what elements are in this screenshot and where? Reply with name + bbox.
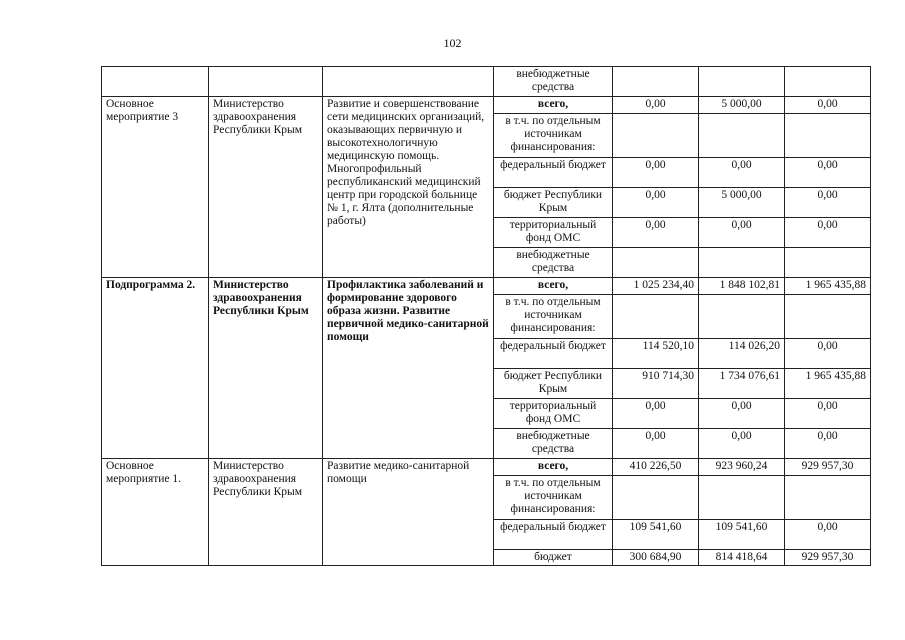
year2-cell — [699, 476, 785, 520]
source-cell: федеральный бюджет — [494, 339, 613, 369]
year2-cell — [699, 67, 785, 97]
year2-cell: 0,00 — [699, 218, 785, 248]
year1-cell — [613, 114, 699, 158]
year1-cell: 410 226,50 — [613, 459, 699, 476]
year1-cell: 0,00 — [613, 218, 699, 248]
year2-cell — [699, 295, 785, 339]
executor-name: Министерство здравоохранения Республики Крым — [209, 97, 323, 278]
source-cell: всего, — [494, 97, 613, 114]
year2-cell: 814 418,64 — [699, 550, 785, 566]
year2-cell: 0,00 — [699, 429, 785, 459]
source-cell: территориальный фонд ОМС — [494, 399, 613, 429]
table-row — [102, 459, 871, 476]
source-cell: федеральный бюджет — [494, 520, 613, 550]
source-cell: бюджет — [494, 550, 613, 566]
source-cell: внебюджетные средства — [494, 67, 613, 97]
activity-name: Основное мероприятие 3 — [102, 97, 209, 278]
year3-cell: 1 965 435,88 — [785, 278, 871, 295]
year3-cell: 0,00 — [785, 188, 871, 218]
year1-cell: 0,00 — [613, 188, 699, 218]
year3-cell — [785, 114, 871, 158]
year3-cell: 1 965 435,88 — [785, 369, 871, 399]
year1-cell: 109 541,60 — [613, 520, 699, 550]
year2-cell: 1 848 102,81 — [699, 278, 785, 295]
activity-name: Основное мероприятие 1. — [102, 459, 209, 566]
year1-cell: 300 684,90 — [613, 550, 699, 566]
year1-cell — [613, 67, 699, 97]
subprogram-name: Подпрограмма 2. — [102, 278, 209, 459]
source-cell: внебюджетные средства — [494, 429, 613, 459]
source-cell: бюджет Республики Крым — [494, 188, 613, 218]
year2-cell: 0,00 — [699, 158, 785, 188]
executor-cell — [209, 67, 323, 97]
year1-cell — [613, 248, 699, 278]
activity-description: Развитие медико-санитарной помощи — [323, 459, 494, 566]
year1-cell: 0,00 — [613, 158, 699, 188]
year3-cell: 0,00 — [785, 97, 871, 114]
year3-cell — [785, 476, 871, 520]
year1-cell: 0,00 — [613, 429, 699, 459]
year3-cell: 0,00 — [785, 399, 871, 429]
year2-cell: 0,00 — [699, 399, 785, 429]
year2-cell: 5 000,00 — [699, 188, 785, 218]
executor-name: Министерство здравоохранения Республики Крым — [209, 459, 323, 566]
year2-cell — [699, 248, 785, 278]
subprogram-description: Профилактика заболеваний и формирование здорового образа жизни. Развитие первичной медико-санитарной помощи — [323, 278, 494, 459]
year2-cell — [699, 114, 785, 158]
year1-cell — [613, 295, 699, 339]
source-cell: в т.ч. по отдельным источникам финансирования: — [494, 114, 613, 158]
source-cell: всего, — [494, 278, 613, 295]
activity-description: Развитие и совершенствование сети медицинских организаций, оказывающих первичную и высокотехнологичную медицинскую помощь. Многопрофильный республиканский медицинский центр при городской больнице № 1, г. Ялта (дополнительные работы) — [323, 97, 494, 278]
year1-cell: 0,00 — [613, 399, 699, 429]
page-number: 102 — [443, 36, 462, 50]
year1-cell: 1 025 234,40 — [613, 278, 699, 295]
table-row — [102, 97, 871, 114]
year1-cell: 910 714,30 — [613, 369, 699, 399]
year3-cell: 929 957,30 — [785, 550, 871, 566]
source-cell: внебюджетные средства — [494, 248, 613, 278]
year3-cell — [785, 295, 871, 339]
table-row — [102, 67, 871, 97]
source-cell: всего, — [494, 459, 613, 476]
source-cell: в т.ч. по отдельным источникам финансирования: — [494, 476, 613, 520]
year1-cell: 114 520,10 — [613, 339, 699, 369]
year2-cell: 114 026,20 — [699, 339, 785, 369]
year1-cell — [613, 476, 699, 520]
executor-name: Министерство здравоохранения Республики Крым — [209, 278, 323, 459]
source-cell: территориальный фонд ОМС — [494, 218, 613, 248]
year3-cell: 0,00 — [785, 520, 871, 550]
source-cell: в т.ч. по отдельным источникам финансирования: — [494, 295, 613, 339]
year3-cell: 0,00 — [785, 339, 871, 369]
year3-cell: 0,00 — [785, 429, 871, 459]
year3-cell — [785, 248, 871, 278]
source-cell: федеральный бюджет — [494, 158, 613, 188]
financing-table — [101, 66, 871, 566]
year3-cell: 0,00 — [785, 218, 871, 248]
source-cell: бюджет Республики Крым — [494, 369, 613, 399]
year3-cell — [785, 67, 871, 97]
year3-cell: 929 957,30 — [785, 459, 871, 476]
year2-cell: 109 541,60 — [699, 520, 785, 550]
name-cell — [102, 67, 209, 97]
description-cell — [323, 67, 494, 97]
year1-cell: 0,00 — [613, 97, 699, 114]
year2-cell: 923 960,24 — [699, 459, 785, 476]
year3-cell: 0,00 — [785, 158, 871, 188]
year2-cell: 1 734 076,61 — [699, 369, 785, 399]
year2-cell: 5 000,00 — [699, 97, 785, 114]
table-row — [102, 278, 871, 295]
